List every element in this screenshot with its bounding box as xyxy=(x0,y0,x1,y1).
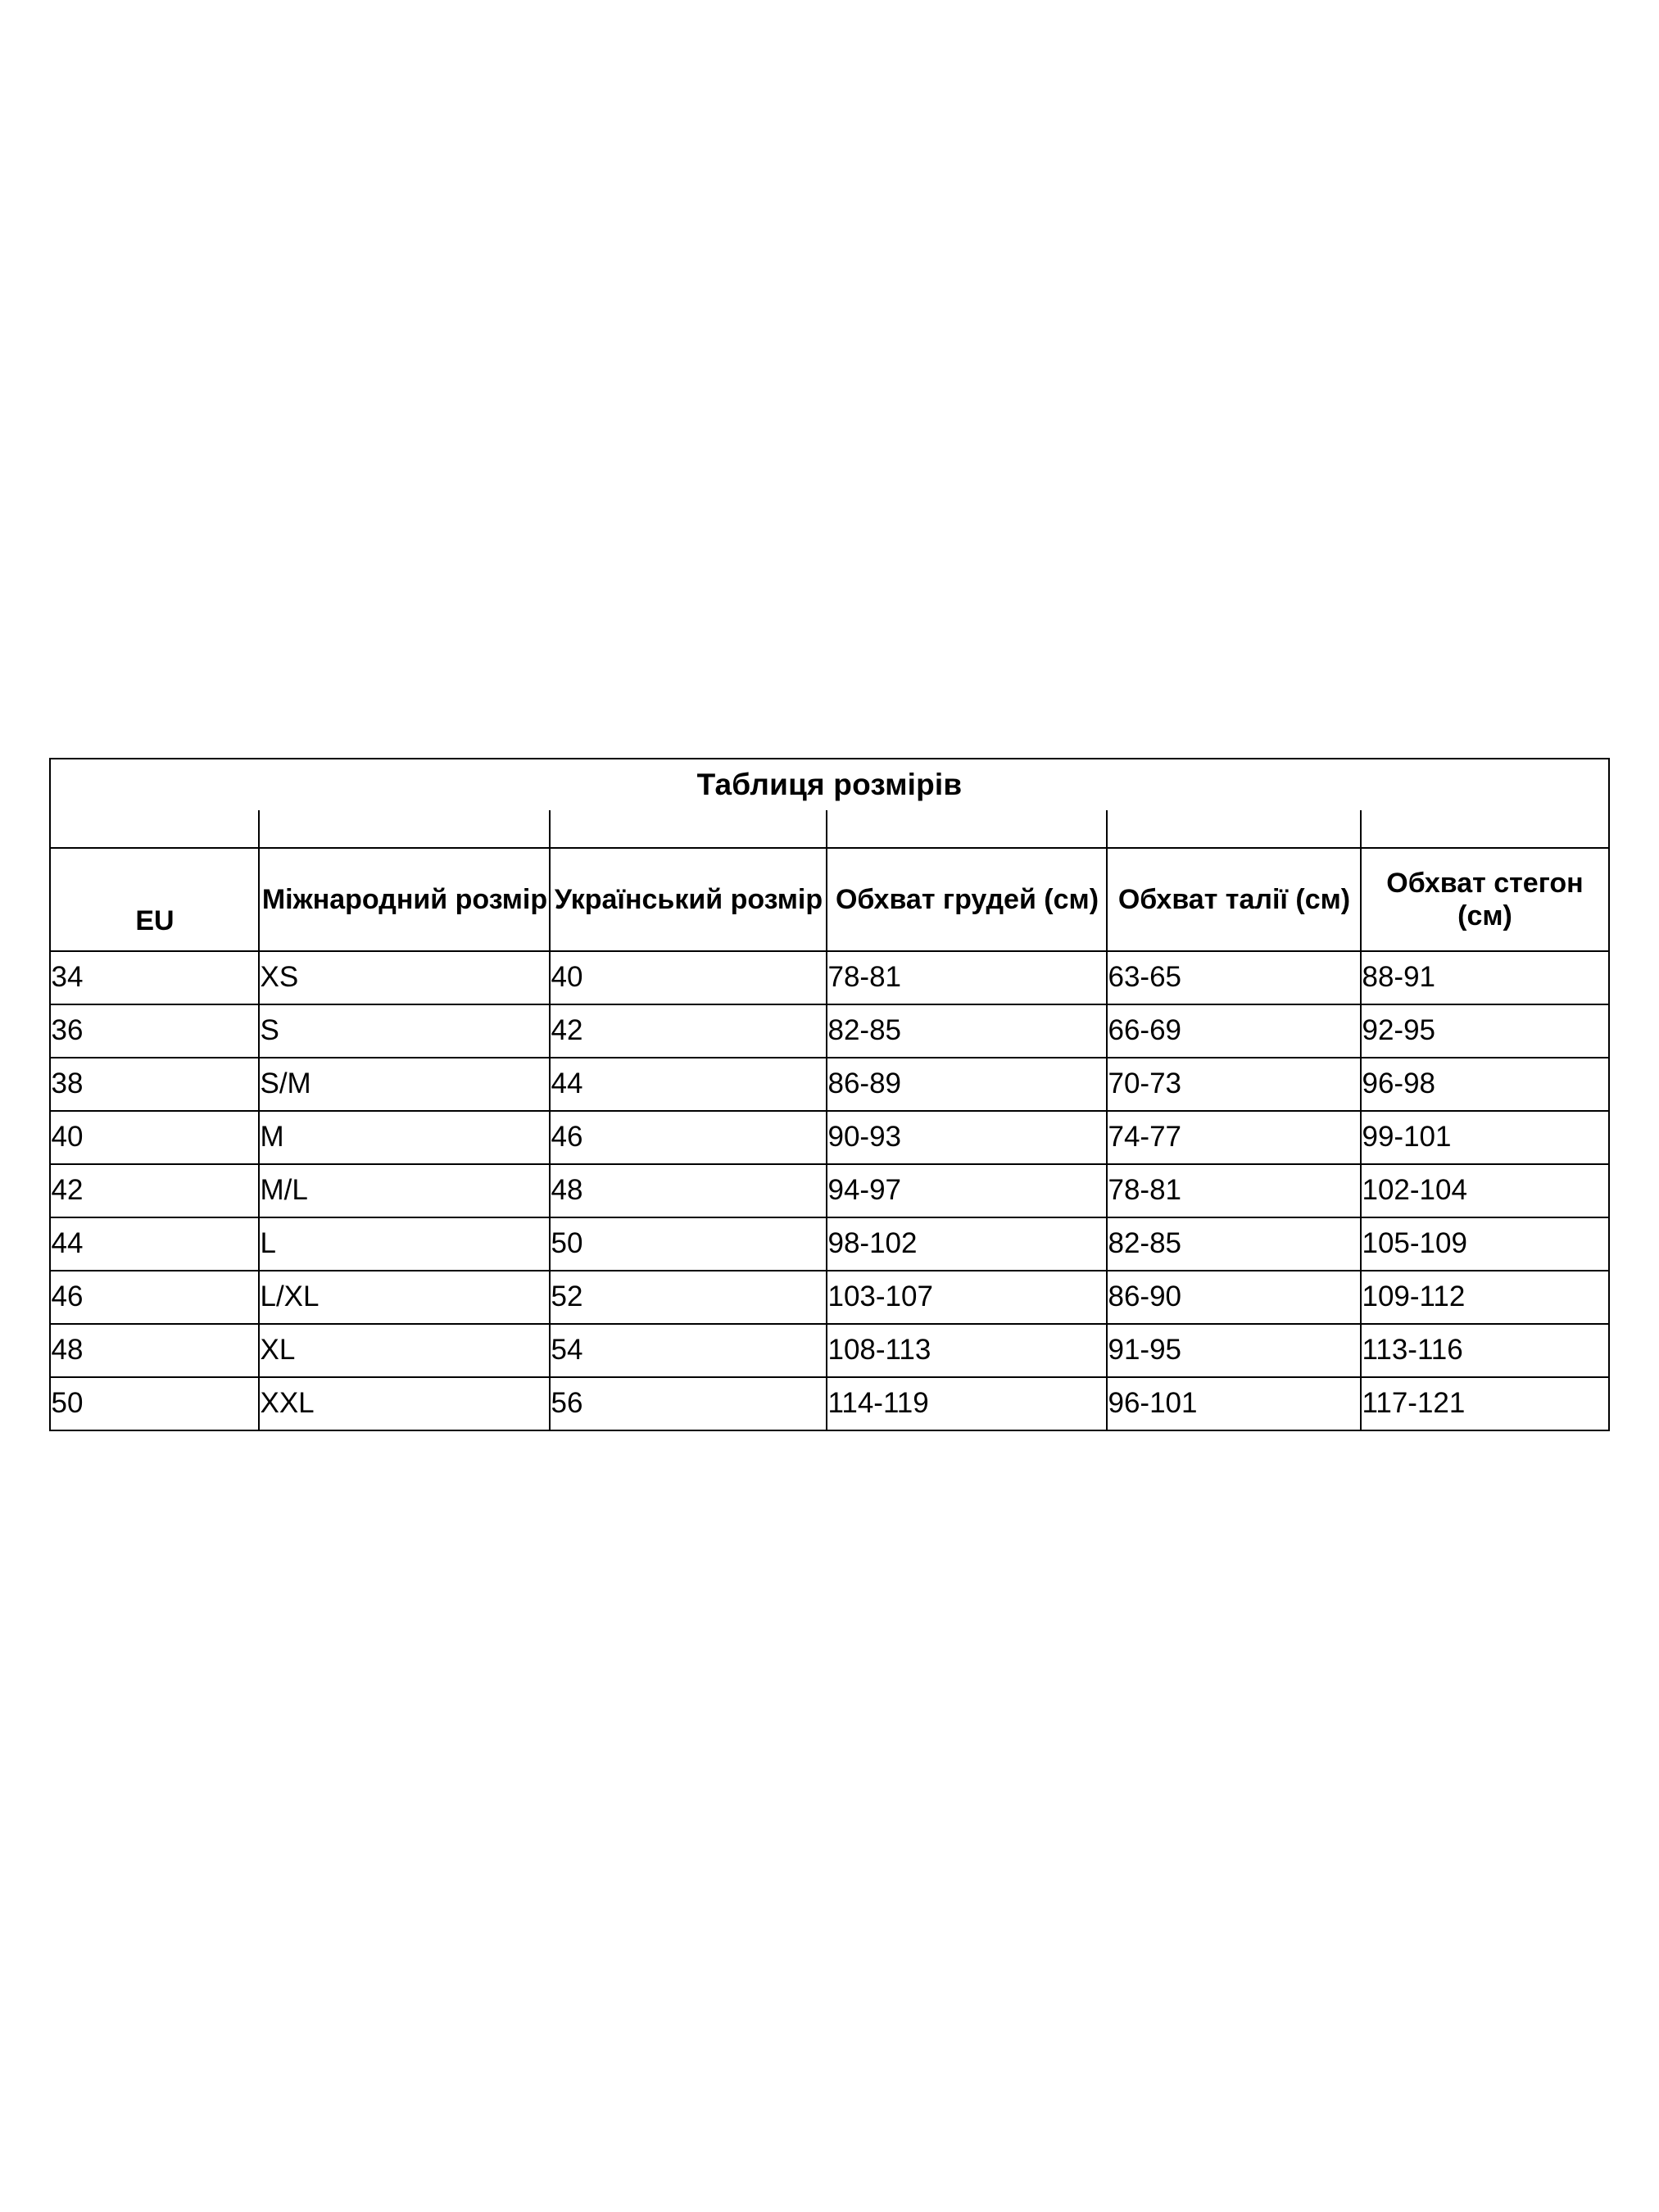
cell-ukrainian-size: 40 xyxy=(550,951,827,1004)
cell-waist: 91-95 xyxy=(1107,1324,1361,1377)
table-row xyxy=(50,1217,1608,1271)
cell-ukrainian-size: 56 xyxy=(550,1377,827,1430)
cell-eu: 36 xyxy=(50,1004,259,1058)
cell-chest: 114-119 xyxy=(827,1377,1107,1430)
cell-chest: 90-93 xyxy=(827,1111,1107,1164)
spacer-cell-6 xyxy=(1361,810,1608,848)
cell-international-size: L/XL xyxy=(259,1271,550,1324)
cell-eu: 50 xyxy=(50,1377,259,1430)
cell-waist: 66-69 xyxy=(1107,1004,1361,1058)
table-header xyxy=(50,759,1608,951)
cell-hips: 99-101 xyxy=(1361,1111,1608,1164)
cell-ukrainian-size: 52 xyxy=(550,1271,827,1324)
cell-hips: 92-95 xyxy=(1361,1004,1608,1058)
page-title: Таблиця розмірів xyxy=(50,759,1608,810)
cell-ukrainian-size: 54 xyxy=(550,1324,827,1377)
column-header-waist: Обхват талії (см) xyxy=(1107,848,1361,951)
cell-ukrainian-size: 46 xyxy=(550,1111,827,1164)
cell-eu: 38 xyxy=(50,1058,259,1111)
cell-chest: 103-107 xyxy=(827,1271,1107,1324)
spacer-row xyxy=(50,810,1608,848)
table-row xyxy=(50,1377,1608,1430)
cell-international-size: S/M xyxy=(259,1058,550,1111)
cell-international-size: M/L xyxy=(259,1164,550,1217)
cell-waist: 86-90 xyxy=(1107,1271,1361,1324)
cell-hips: 102-104 xyxy=(1361,1164,1608,1217)
cell-international-size: S xyxy=(259,1004,550,1058)
cell-chest: 82-85 xyxy=(827,1004,1107,1058)
spacer-cell-5 xyxy=(1107,810,1361,848)
cell-waist: 82-85 xyxy=(1107,1217,1361,1271)
table-row xyxy=(50,1111,1608,1164)
cell-international-size: M xyxy=(259,1111,550,1164)
column-header-international-size: Міжнародний розмір xyxy=(259,848,550,951)
table-row xyxy=(50,951,1608,1004)
table-row xyxy=(50,1324,1608,1377)
spacer-cell-1 xyxy=(50,810,259,848)
cell-eu: 44 xyxy=(50,1217,259,1271)
size-chart-container xyxy=(25,758,1634,1431)
cell-hips: 88-91 xyxy=(1361,951,1608,1004)
cell-chest: 78-81 xyxy=(827,951,1107,1004)
column-header-chest: Обхват грудей (см) xyxy=(827,848,1107,951)
cell-eu: 34 xyxy=(50,951,259,1004)
table-row xyxy=(50,1164,1608,1217)
size-chart-table xyxy=(49,758,1609,1431)
table-row xyxy=(50,1271,1608,1324)
column-header-eu: EU xyxy=(50,848,259,951)
cell-ukrainian-size: 42 xyxy=(550,1004,827,1058)
cell-ukrainian-size: 50 xyxy=(550,1217,827,1271)
cell-waist: 63-65 xyxy=(1107,951,1361,1004)
title-row xyxy=(50,759,1608,810)
cell-hips: 96-98 xyxy=(1361,1058,1608,1111)
cell-waist: 70-73 xyxy=(1107,1058,1361,1111)
cell-eu: 42 xyxy=(50,1164,259,1217)
cell-hips: 113-116 xyxy=(1361,1324,1608,1377)
cell-eu: 46 xyxy=(50,1271,259,1324)
cell-ukrainian-size: 48 xyxy=(550,1164,827,1217)
cell-chest: 108-113 xyxy=(827,1324,1107,1377)
cell-eu: 48 xyxy=(50,1324,259,1377)
table-row xyxy=(50,1004,1608,1058)
cell-hips: 117-121 xyxy=(1361,1377,1608,1430)
column-header-ukrainian-size: Український розмір xyxy=(550,848,827,951)
cell-international-size: XS xyxy=(259,951,550,1004)
cell-eu: 40 xyxy=(50,1111,259,1164)
cell-hips: 105-109 xyxy=(1361,1217,1608,1271)
cell-international-size: XXL xyxy=(259,1377,550,1430)
cell-hips: 109-112 xyxy=(1361,1271,1608,1324)
cell-ukrainian-size: 44 xyxy=(550,1058,827,1111)
cell-chest: 86-89 xyxy=(827,1058,1107,1111)
spacer-cell-3 xyxy=(550,810,827,848)
column-header-row xyxy=(50,848,1608,951)
cell-waist: 74-77 xyxy=(1107,1111,1361,1164)
cell-international-size: L xyxy=(259,1217,550,1271)
column-header-hips: Обхват стегон (см) xyxy=(1361,848,1608,951)
spacer-cell-4 xyxy=(827,810,1107,848)
cell-chest: 98-102 xyxy=(827,1217,1107,1271)
cell-international-size: XL xyxy=(259,1324,550,1377)
cell-waist: 78-81 xyxy=(1107,1164,1361,1217)
cell-chest: 94-97 xyxy=(827,1164,1107,1217)
table-row xyxy=(50,1058,1608,1111)
table-body xyxy=(50,951,1608,1430)
spacer-cell-2 xyxy=(259,810,550,848)
cell-waist: 96-101 xyxy=(1107,1377,1361,1430)
